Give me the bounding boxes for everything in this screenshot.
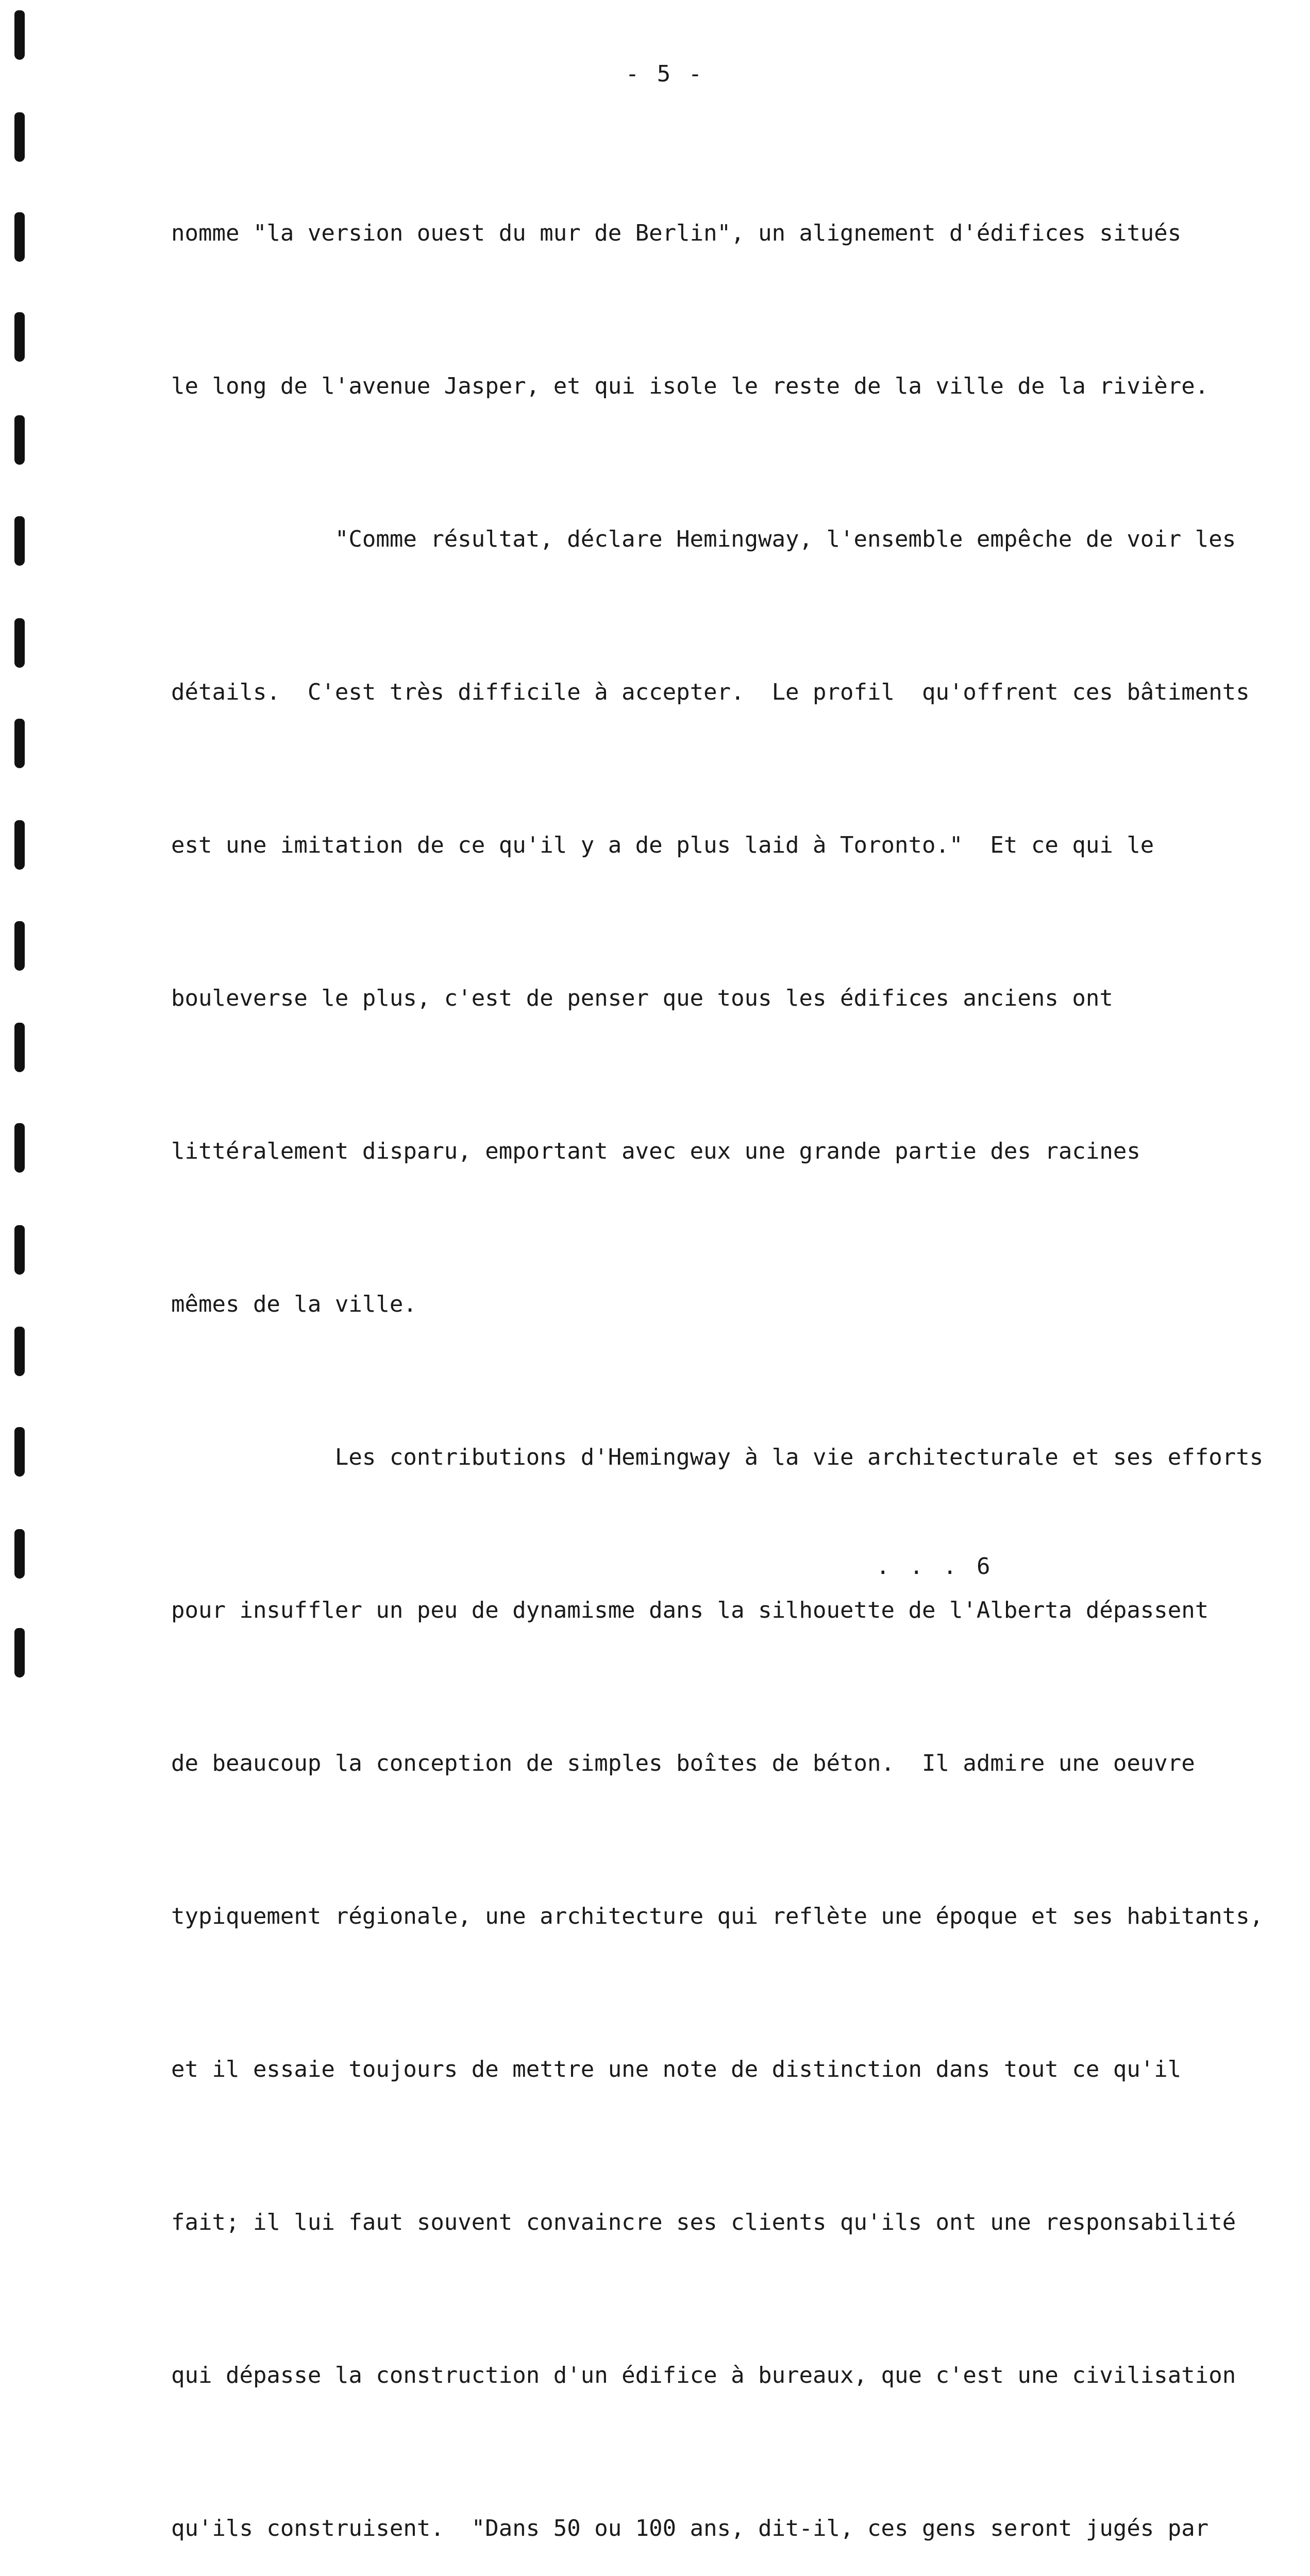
- binder-hole: [14, 719, 25, 768]
- text-line: mêmes de la ville.: [171, 1291, 417, 1317]
- text-line: qu'ils construisent. "Dans 50 ou 100 ans, dit-il, ces gens seront jugés par: [171, 2515, 1209, 2541]
- text-line: pour insuffler un peu de dynamisme dans la silhouette de l'Alberta dépassent: [171, 1597, 1209, 1623]
- text-line: le long de l'avenue Jasper, et qui isole le reste de la ville de la rivière.: [171, 373, 1209, 399]
- binder-hole: [14, 212, 25, 262]
- page-number: - 5 -: [625, 61, 704, 87]
- binder-holes: [0, 0, 36, 1704]
- continued-marker: . . . 6: [876, 1553, 994, 1580]
- binder-hole: [14, 112, 25, 162]
- binder-hole: [14, 516, 25, 566]
- text-line: Les contributions d'Hemingway à la vie architecturale et ses efforts: [171, 1444, 1264, 1470]
- binder-hole: [14, 1225, 25, 1275]
- text-line: et il essaie toujours de mettre une note de distinction dans tout ce qu'il: [171, 2056, 1182, 2082]
- binder-hole: [14, 1427, 25, 1477]
- binder-hole: [14, 312, 25, 362]
- document-body: [171, 106, 1264, 2576]
- text-line: détails. C'est très difficile à accepter. Le profil qu'offrent ces bâtiments: [171, 679, 1250, 705]
- text-line: "Comme résultat, déclare Hemingway, l'ensemble empêche de voir les: [171, 526, 1236, 552]
- binder-hole: [14, 415, 25, 465]
- text-line: bouleverse le plus, c'est de penser que tous les édifices anciens ont: [171, 985, 1113, 1011]
- binder-hole: [14, 1123, 25, 1173]
- text-line: fait; il lui faut souvent convaincre ses clients qu'ils ont une responsabilité: [171, 2209, 1236, 2235]
- text-line: nomme "la version ouest du mur de Berlin", un alignement d'édifices situés: [171, 220, 1182, 246]
- text-line: qui dépasse la construction d'un édifice à bureaux, que c'est une civilisation: [171, 2362, 1236, 2388]
- binder-hole: [14, 1023, 25, 1072]
- binder-hole: [14, 1529, 25, 1579]
- binder-hole: [14, 1327, 25, 1376]
- binder-hole: [14, 921, 25, 971]
- text-line: typiquement régionale, une architecture qui reflète une époque et ses habitants,: [171, 1903, 1264, 1929]
- binder-hole: [14, 820, 25, 870]
- text-line: est une imitation de ce qu'il y a de plus laid à Toronto." Et ce qui le: [171, 832, 1154, 858]
- binder-hole: [14, 10, 25, 60]
- binder-hole: [14, 618, 25, 668]
- binder-hole: [14, 1628, 25, 1677]
- text-line: littéralement disparu, emportant avec eux une grande partie des racines: [171, 1138, 1140, 1164]
- text-line: de beaucoup la conception de simples boîtes de béton. Il admire une oeuvre: [171, 1750, 1195, 1776]
